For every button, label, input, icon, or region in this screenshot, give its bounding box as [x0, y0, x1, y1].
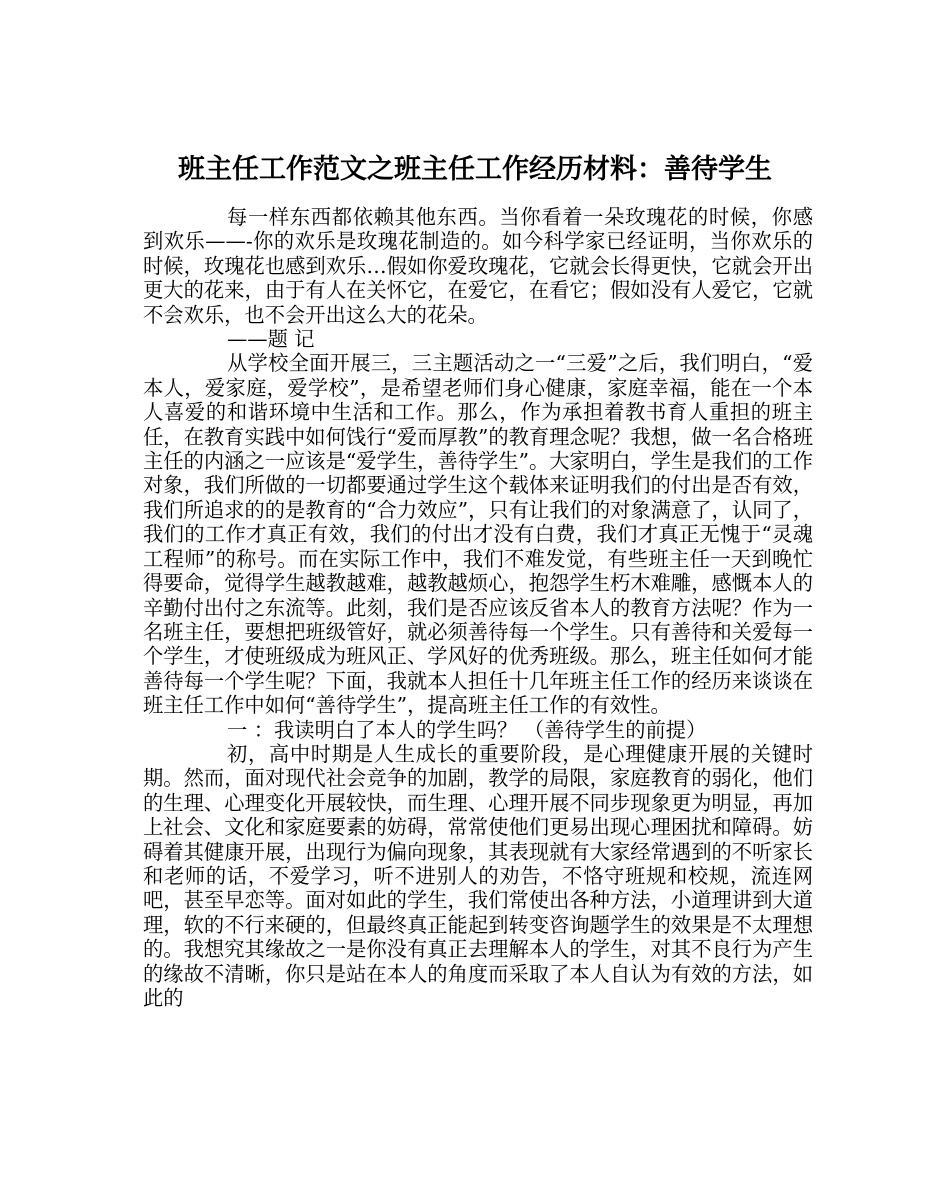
document-body — [143, 205, 813, 1010]
epigraph-signature: ——题 记 — [227, 327, 315, 352]
body-paragraph: 初，高中时期是人生成长的重要阶段，是心理健康开展的关键时期。然而，面对现代社会竞争的加剧，教学的局限，家庭教育的弱化，他们的生理、心理变化开展较快，而生理、心理开展不同步现象更为明显，再加上社会、文化和家庭要素的妨碍，常常使他们更易出现心理困扰和障碍。妨碍着其健康开展，出现行为偏向现象，其表现就有大家经常遇到的不听家长和老师的话，不爱学习，听不进别人的劝告，不恪守班规和校规，流连网吧，甚至早恋等。面对如此的学生，我们常使出各种方法，小道理讲到大道理，软的不行来硬的，但最终真正能起到转变咨询题学生的效果是不太理想的。我想究其缘故之一是你没有真正去理解本人的学生，对其不良行为产生的缘故不清晰，你只是站在本人的角度而采取了本人自认为有效的方法，如此的 — [143, 741, 813, 1010]
document-title: 班主任工作范文之班主任工作经历材料：善待学生 — [178, 154, 772, 186]
body-paragraph: 从学校全面开展三，三主题活动之一“三爱”之后，我们明白，“爱本人，爱家庭，爱学校”，是希望老师们身心健康，家庭幸福，能在一个本人喜爱的和谐环境中生活和工作。那么，作为承担着教书育人重担的班主任，在教育实践中如何饯行“爱而厚教”的教育理念呢？我想，做一名合格班主任的内涵之一应该是“爱学生，善待学生”。大家明白，学生是我们的工作对象，我们所做的一切都要通过学生这个载体来证明我们的付出是否有效，我们所追求的的是教育的“合力效应”，只有让我们的对象满意了，认同了，我们的工作才真正有效，我们的付出才没有白费，我们才真正无愧于“灵魂工程师”的称号。而在实际工作中，我们不难发觉，有些班主任一天到晚忙得要命，觉得学生越教越难，越教越烦心，抱怨学生朽木难雕，感慨本人的辛勤付出付之东流等。此刻，我们是否应该反省本人的教育方法呢？作为一名班主任，要想把班级管好，就必须善待每一个学生。只有善待和关爱每一个学生，才使班级成为班风正、学风好的优秀班级。那么，班主任如何才能善待每一个学生呢？下面，我就本人担任十几年班主任工作的经历来谈谈在班主任工作中如何“善待学生”，提高班主任工作的有效性。 — [143, 351, 813, 718]
epigraph-paragraph: 每一样东西都依赖其他东西。当你看着一朵玫瑰花的时候，你感到欢乐——-你的欢乐是玫瑰花制造的。如今科学家已经证明，当你欢乐的时候，玫瑰花也感到欢乐…假如你爱玫瑰花，它就会长得更快，它就会开出更大的花来，由于有人在关怀它，在爱它，在看它；假如没有人爱它，它就不会欢乐，也不会开出这么大的花朵。 — [143, 205, 813, 327]
section-heading: 一 ：我读明白了本人的学生吗？ （善待学生的前提） — [227, 717, 707, 742]
